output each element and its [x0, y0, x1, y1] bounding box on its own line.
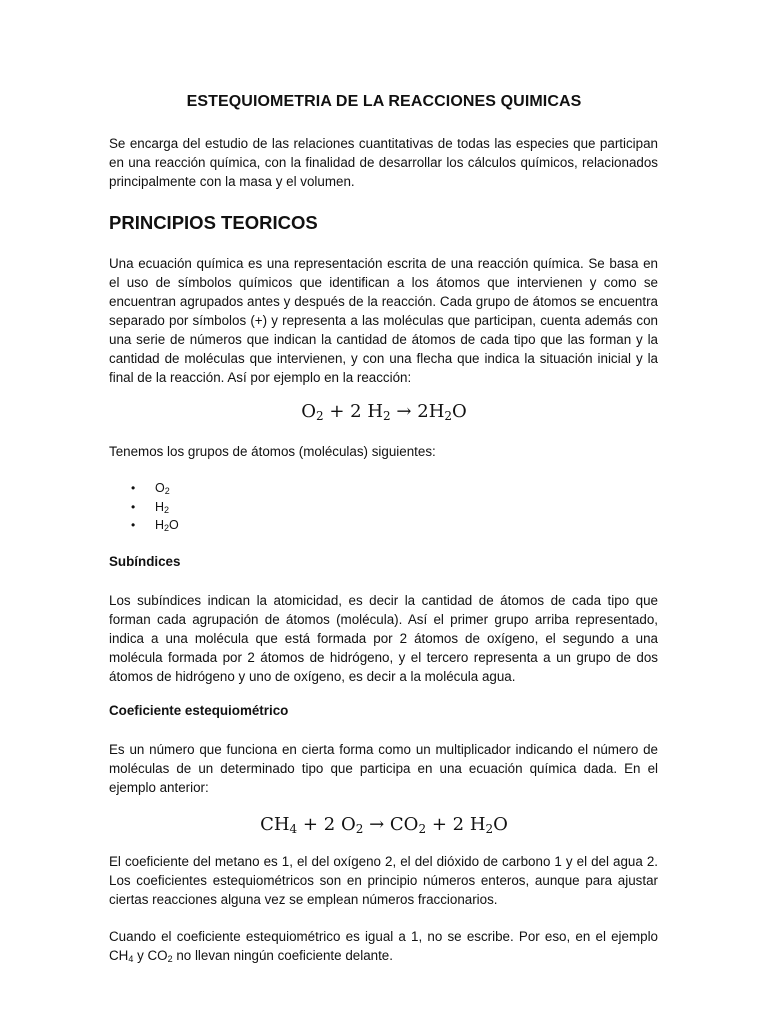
eq2-o-subscript: 2 [355, 822, 364, 836]
eq2-coef-h2o: 2 [452, 814, 465, 835]
eq2-co-subscript: 2 [418, 822, 427, 836]
list-item [109, 479, 658, 498]
final-ch4-subscript: 4 [128, 954, 134, 964]
principios-paragraph: Una ecuación química es una representación escrita de una reacción química. Se basa en el uso de símbolos químicos que identifican a los átomos que intervienen y como se encuentran agrupados antes y después de la reacción. Cada grupo de átomos se encuentra separado por símbolos (+) y representa a las moléculas que participan, cuenta además con una serie de números que indican la cantidad de átomos de cada tipo que las forman y la cantidad de moléculas que intervienen, y con una flecha que indica la situación inicial y la final de la reacción. Así por ejemplo en la reacción: [109, 256, 658, 385]
subindices-paragraph: Los subíndices indican la atomicidad, es decir la cantidad de átomos de cada tipo que forman cada agrupación de átomos (molécula). Así el primer grupo arriba representado, indica a una molécula que está formada por 2 átomos de oxígeno, el segundo a una molécula formada por 2 átomos de hidrógeno, y el tercero representa a un grupo de dos átomos de hidrógeno y uno de oxígeno, es decir a la molécula agua. [109, 593, 658, 684]
document-title: ESTEQUIOMETRIA DE LA REACCIONES QUIMICAS [186, 93, 582, 110]
subindices-paragraph-block [109, 591, 658, 686]
eq2-o: O [340, 814, 356, 835]
molecule-formula [155, 498, 169, 517]
coeficiente-heading: Coeficiente estequiométrico [109, 703, 289, 718]
final-co2-subscript: 2 [167, 954, 173, 964]
eq1-plus: + [329, 401, 345, 422]
eq2-o2: O [493, 814, 508, 835]
molecule-subscript: 2 [164, 523, 170, 533]
molecule-base: O [155, 481, 165, 495]
molecule-base: H [155, 518, 165, 532]
list-item [109, 516, 658, 535]
eq1-h: H [367, 401, 384, 422]
eq2-arrow: → [369, 814, 385, 835]
final-paragraph [109, 927, 658, 965]
molecule-subscript: 2 [164, 504, 170, 515]
eq1-coef-h2: 2 [350, 401, 362, 422]
section-heading-principios: PRINCIPIOS TEORICOS [109, 212, 318, 233]
eq1-product-h: H [428, 401, 445, 422]
coeficiente-paragraph-block [109, 740, 658, 797]
eq1-arrow: → [396, 401, 412, 422]
molecule-list-block [109, 479, 658, 535]
molecule-tail: O [169, 518, 179, 532]
groups-intro: Tenemos los grupos de átomos (moléculas) siguientes: [109, 444, 436, 459]
eq1-h-subscript: 2 [383, 409, 391, 423]
eq2-h: H [469, 814, 486, 835]
eq2-plus2: + [431, 814, 447, 835]
coef-explain-paragraph: El coeficiente del metano es 1, el del oxígeno 2, el del dióxido de carbono 1 y el del agua 2. Los coeficientes estequiométricos son en principio números enteros, aunque para ajustar ciertas reacciones alguna vez se emplean números fraccionarios. [109, 854, 658, 907]
groups-intro-block [109, 442, 658, 461]
eq2-co: CO [389, 814, 419, 835]
final-text-start: Cuando el coeficiente estequiométrico es igual a 1, no se escribe. Por eso, en el ejemplo CH [109, 929, 658, 963]
eq1-o: O [301, 401, 316, 422]
eq1-product-o: O [452, 401, 467, 422]
intro-paragraph-block [109, 134, 658, 191]
final-paragraph-block [109, 927, 658, 965]
eq2-coef-o2: 2 [323, 814, 336, 835]
bullet-icon: • [131, 518, 136, 532]
eq2-ch-subscript: 4 [289, 822, 298, 836]
eq1-o-subscript: 2 [315, 409, 324, 423]
eq2-ch: CH [260, 814, 290, 835]
molecule-formula [155, 516, 179, 535]
subindices-heading: Subíndices [109, 554, 181, 569]
molecule-list [109, 479, 658, 535]
molecule-formula [155, 479, 170, 498]
molecule-subscript: 2 [164, 486, 170, 496]
bullet-icon: • [131, 481, 136, 495]
eq2-h-subscript: 2 [485, 822, 494, 836]
final-text-end: no llevan ningún coeficiente delante. [172, 948, 393, 963]
coef-explain-block [109, 852, 658, 909]
eq2-plus1: + [302, 814, 319, 835]
equation-methane-combustion [0, 814, 768, 835]
list-item [109, 498, 658, 517]
principios-paragraph-block [109, 254, 658, 387]
equation-water-formation [0, 401, 768, 422]
molecule-base: H [155, 499, 165, 514]
bullet-icon: • [131, 499, 136, 514]
eq1-product-h-subscript: 2 [444, 409, 453, 423]
final-text-mid: y CO [133, 948, 168, 963]
eq1-product-coef: 2 [417, 401, 429, 422]
coeficiente-paragraph: Es un número que funciona en cierta forma como un multiplicador indicando el número de moléculas de un determinado tipo que participa en una ecuación química dada. En el ejemplo anterior: [109, 742, 658, 795]
intro-paragraph: Se encarga del estudio de las relaciones cuantitativas de todas las especies que participan en una reacción química, con la finalidad de desarrollar los cálculos químicos, relacionados principalmente con la masa y el volumen. [109, 136, 658, 189]
